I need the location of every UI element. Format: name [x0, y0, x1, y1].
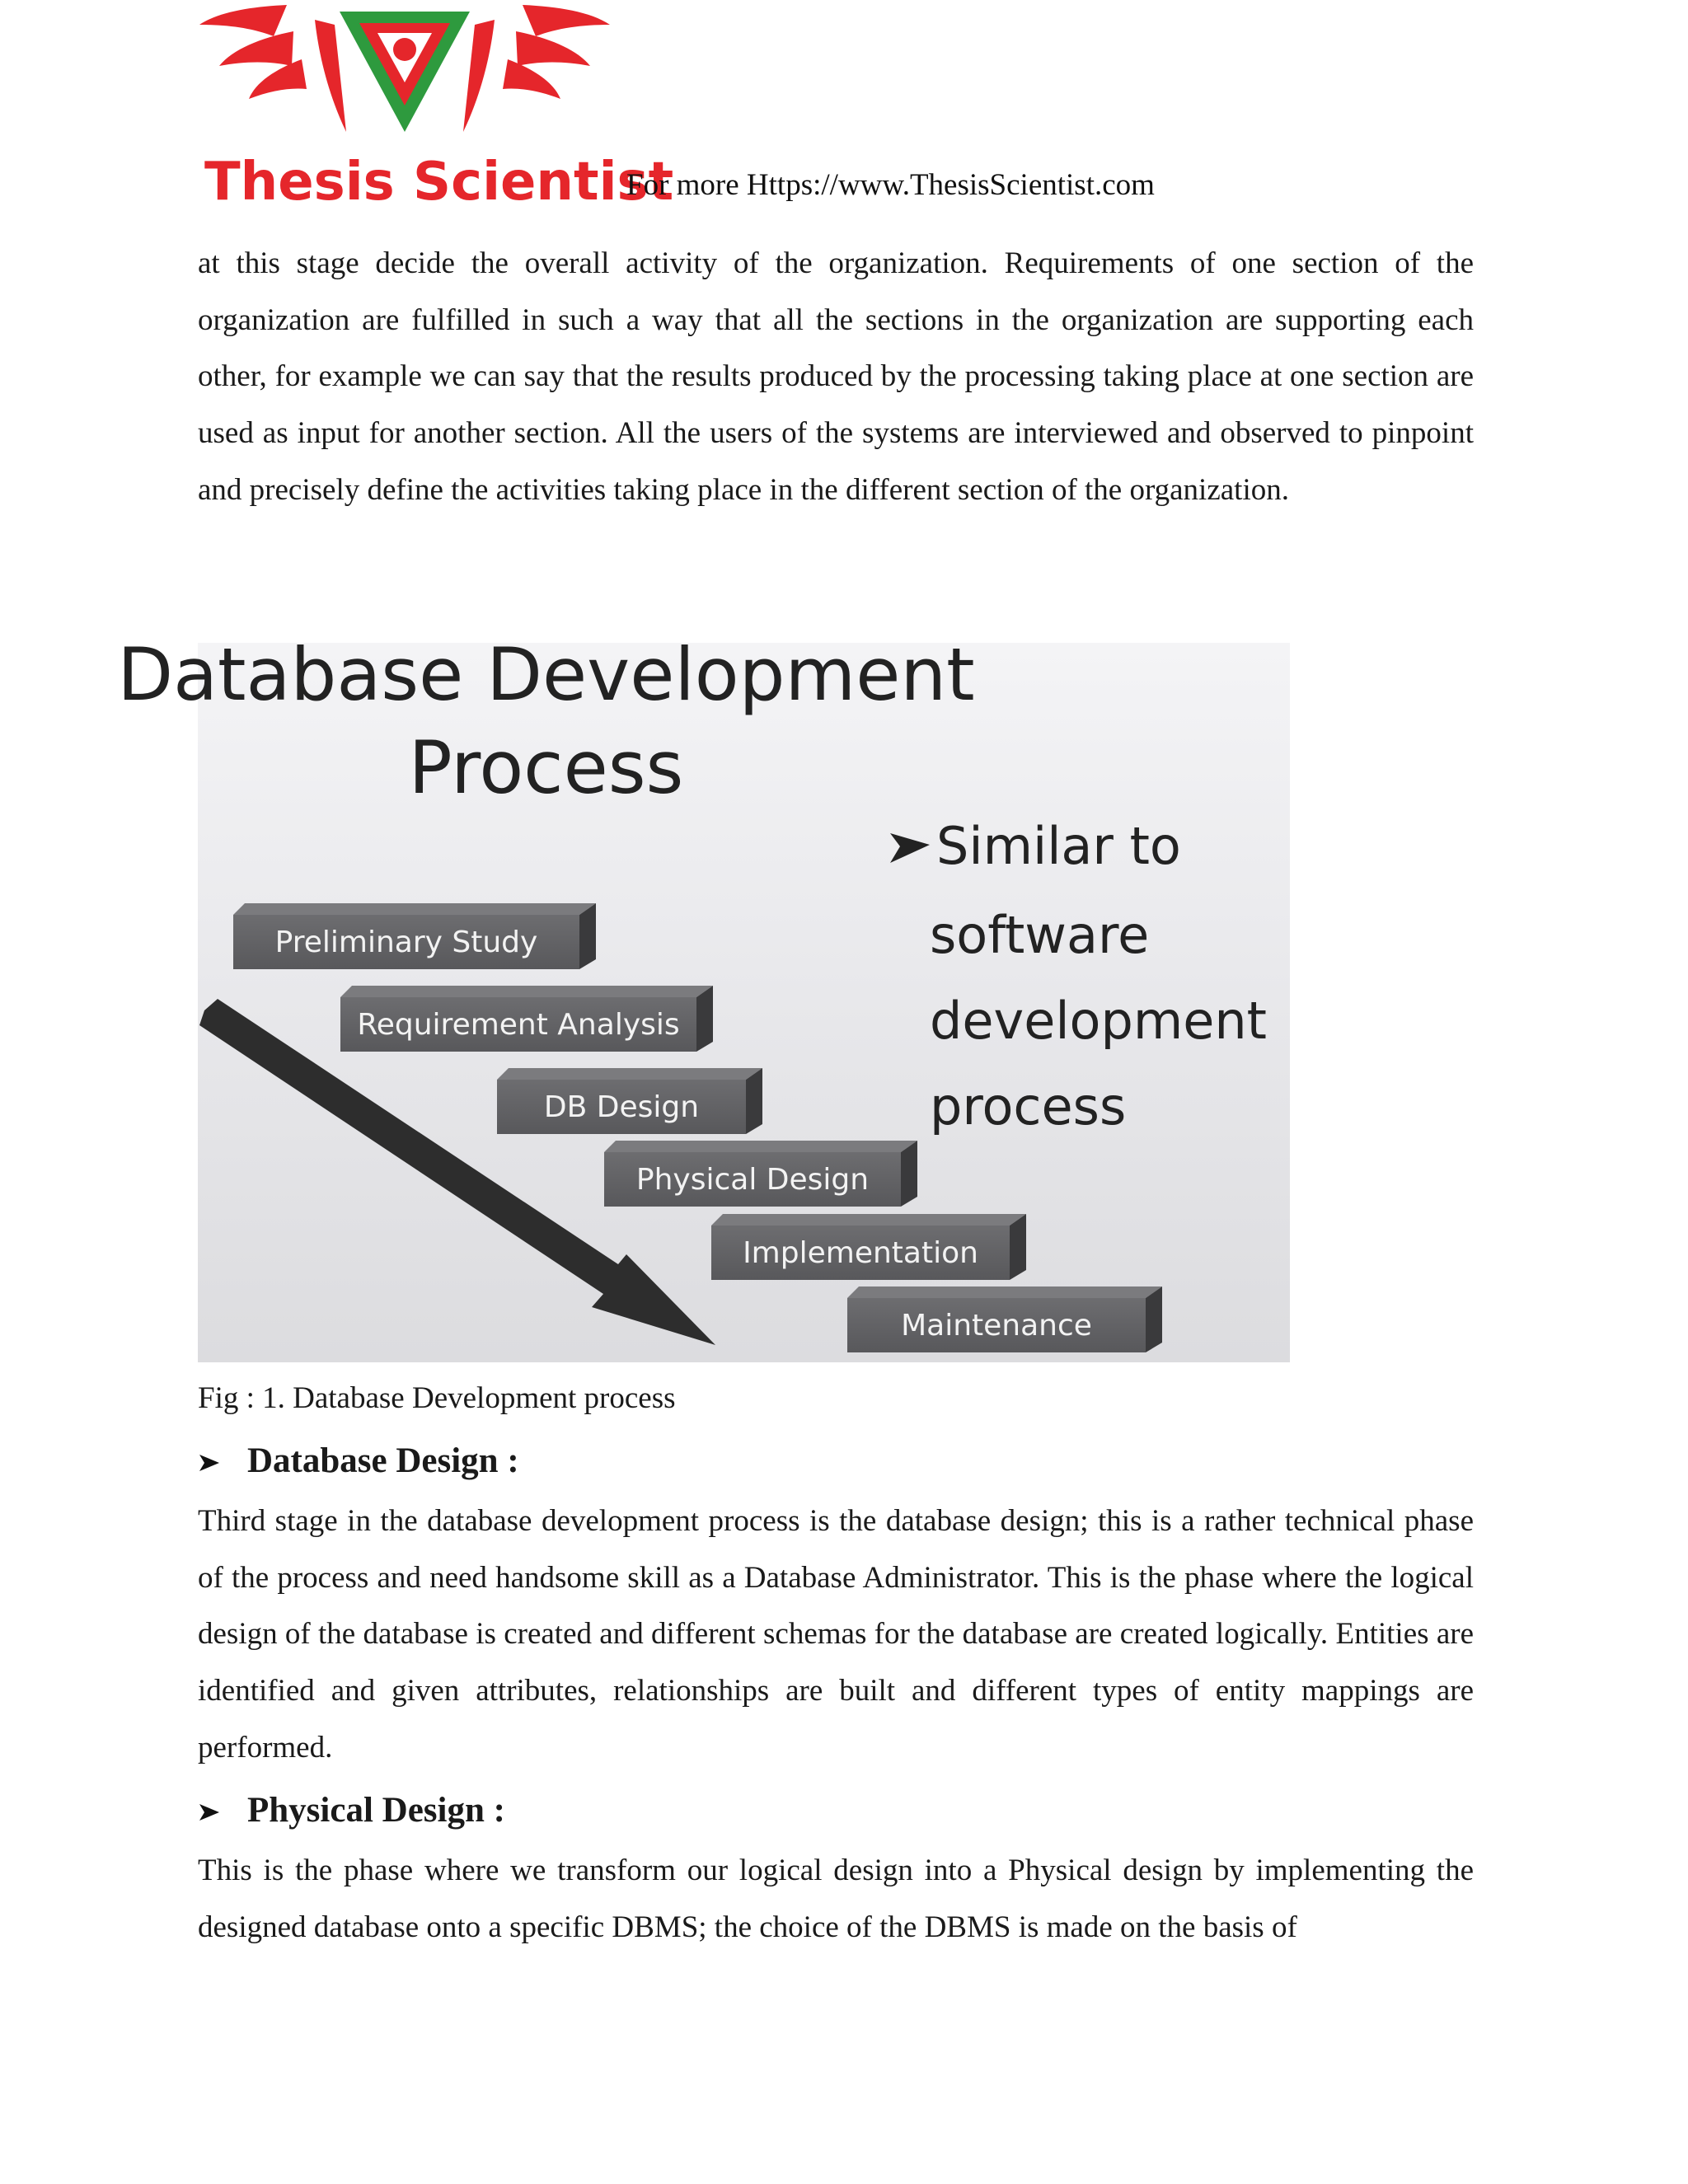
- heading-text: Database Design :: [247, 1441, 519, 1480]
- side-note-line2: software: [930, 905, 1150, 965]
- step-db-design: [497, 1068, 762, 1134]
- db-design-paragraph: Third stage in the database development process is the database design; this is a rather technical phase of the process and need handsome skill as a Database Administrator. This is the phase where the logical design of the database is created and different schemas for the database are created logically. Entities are identified and given attributes, relationships are built and different types of entity mappings are performed.: [198, 1504, 1474, 1765]
- thesis-scientist-logo: [195, 0, 674, 216]
- step-maintenance: [847, 1286, 1162, 1352]
- step-label: Physical Design: [604, 1152, 901, 1207]
- side-note-bullet: [889, 816, 1181, 876]
- step-preliminary-study: [233, 903, 596, 969]
- step-physical-design: [604, 1141, 917, 1207]
- step-label: Maintenance: [847, 1298, 1146, 1352]
- step-implementation: [711, 1214, 1026, 1280]
- brand-text: Thesis Scientist: [204, 152, 674, 213]
- physical-design-paragraph: This is the phase where we transform our logical design into a Physical design by implementing the designed database onto a specific DBMS; the choice of the DBMS is made on the basis of: [198, 1854, 1474, 1944]
- figure-caption: Fig : 1. Database Development process: [198, 1381, 676, 1415]
- header-website-link[interactable]: For more Https://www.ThesisScientist.com: [626, 168, 1155, 202]
- figure-title-line1: Database Development: [117, 632, 975, 717]
- step-label: DB Design: [497, 1080, 746, 1134]
- step-label: Preliminary Study: [233, 915, 579, 969]
- step-label: Implementation: [711, 1226, 1010, 1280]
- step-label: Requirement Analysis: [340, 997, 696, 1052]
- heading-database-design: [198, 1441, 519, 1481]
- step-requirement-analysis: [340, 986, 713, 1052]
- side-note-line3: development: [930, 991, 1267, 1051]
- side-note-line4: process: [930, 1076, 1127, 1137]
- arrow-bullet-icon: [198, 1801, 221, 1824]
- figure-title-line2: Process: [408, 725, 684, 810]
- heading-colon: :: [484, 1791, 505, 1830]
- heading-text: Physical Design: [247, 1791, 485, 1830]
- heading-physical-design: [198, 1790, 505, 1830]
- intro-paragraph: at this stage decide the overall activity of the organization. Requirements of one section of the organization are fulfilled in such a way that all the sections in the organization are supporting each other, for example we can say that the results produced by the processing taking place at one section are used as input for another section. All the users of the systems are interviewed and observed to pinpoint and precisely define the activities taking place in the different section of the organization.: [198, 246, 1474, 507]
- side-note-line1: Similar to: [936, 816, 1181, 876]
- arrow-bullet-icon: [889, 825, 931, 868]
- arrow-bullet-icon: [198, 1451, 221, 1474]
